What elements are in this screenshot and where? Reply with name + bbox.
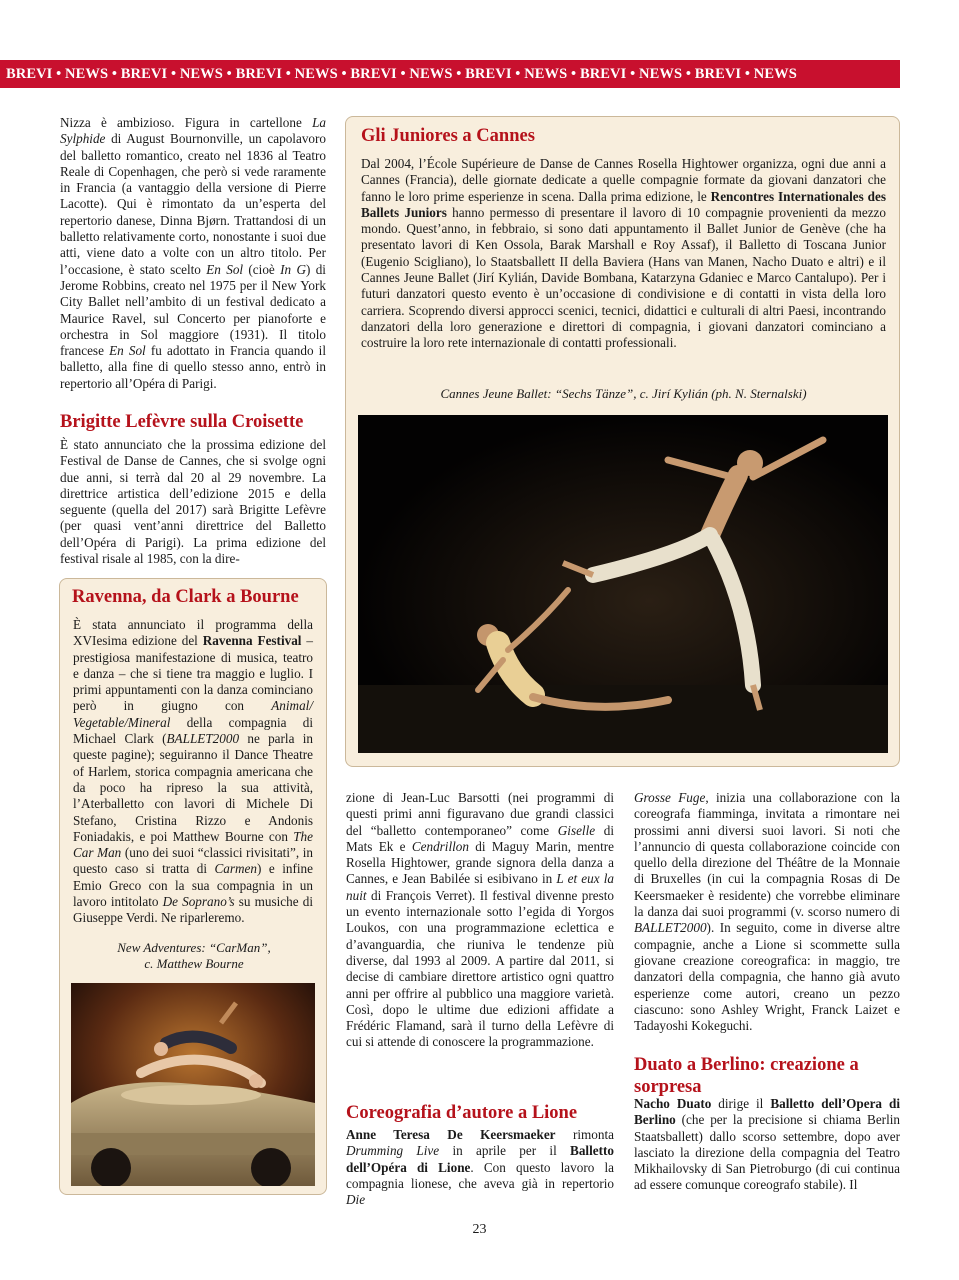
paragraph: Dal 2004, l’École Supérieure de Danse de Cannes Rosella Hightower organizza, ogni due anni a Cannes (Francia), delle giornate dedicate a quelle compagnie formate da giovani danzatori che fanno le loro prime esperienze in scena. Dalla prima edizione, le Rencontres Internationales des Ballets Juniors hanno permesso di presentare il lavoro di 10 compagnie provenienti da mezzo mondo. Quest’anno, in febbraio, si sono dati appuntamento il Ballet Junior de Genève (che ha presentato lavori di Ken Ossola, Barak Marshall e Roy Assaf), il Balletto di Toscana Junior (Eugenio Scigliano), lo Staatsballett II della Baviera (Hans van Manen, Nacho Duato e altri) e il Cannes Jeune Ballet (Jirí Kylián, Davide Bombana, Katarzyna Gdaniec e Marco Cantalupo). Per i futuri danzatori questo evento è un’occasione di condivisione e di contatti in vista della loro carriera. Scoprendo diversi approcci scenici, tecnici, didattici e culturali di altri Paesi, incontrando danzatori della loro generazione e direttori di compagnia, i giovani danzatori cominciano a costruire la loro rete internazionale di contatti professionali. bbox=[361, 156, 886, 351]
italic-text: Animal/ Vegetable/Mineral bbox=[73, 698, 313, 730]
sechs-tanze-photo-illustration bbox=[358, 415, 888, 753]
ravenna-caption-line1: New Adventures: “CarMan”, bbox=[117, 940, 271, 955]
ravenna-caption bbox=[70, 940, 318, 972]
italic-text: En Sol bbox=[109, 343, 146, 359]
duato-body bbox=[634, 1096, 900, 1194]
bold-text: Rencontres Internationales des Ballets Juniors bbox=[361, 188, 886, 220]
italic-text: En Sol bbox=[206, 261, 244, 277]
paragraph: Grosse Fuge, inizia una collaborazione con la coreografa fiamminga, invitata a rimontare nei prossimi anni diversi suoi lavori. Si noti che l’annuncio di questa collaborazione coincide con quello della direzione del Théâtre de la Monnaie di Bruxelles (in cui la compagnia Rosas di De Keersmaeker è residente) che vorrebbe eliminare la danza dai suoi programmi (v. scorso numero di BALLET2000). In seguito, come in diverse altre compagnie, anche a Lione si scommette sulla giovane creazione coreografica: in maggio, tre danzatori della compagnia, che hanno già avuto esperienze come autori, creano un pezzo ciascuno: sono Ashley Wright, Franck Laizet e Tadayoshi Kokeguchi. bbox=[634, 790, 900, 1034]
italic-text: Carmen bbox=[214, 861, 257, 877]
italic-text: Die bbox=[346, 1192, 366, 1208]
juniores-body bbox=[361, 156, 886, 352]
ravenna-body bbox=[73, 617, 313, 927]
paragraph: zione di Jean-Luc Barsotti (nei programmi di questi primi anni figuravano due grandi classici del “balletto contemporaneo” come Giselle di Mats Ek e Cendrillon di Maguy Marin, mentre Rosella Hightower, grande signora della danza a Cannes, e Jean Babilée si esibivano in L et eux la nuit di François Verret). Il festival divenne presto un evento internazionale sotto l’egida di Yorgos Loukos, con una programmazione eclettica e d’avanguardia, che riuniva le tendenze più diverse, dal 1993 al 2009. A partire dal 2011, si decise di cambiare direttore artistico ogni quattro anni per offrire al pubblico una maggiore varietà. Così, dopo le ultime due edizioni affidate a Frédéric Flamand, sarà il turno della Lefèvre di cui si attende di conoscere la programmazione. bbox=[346, 790, 614, 1050]
juniores-box bbox=[345, 116, 900, 767]
ravenna-title: Ravenna, da Clark a Bourne bbox=[72, 587, 299, 607]
ravenna-caption-line2: c. Matthew Bourne bbox=[144, 956, 244, 971]
italic-text: La Sylphide bbox=[60, 115, 326, 147]
paragraph: Nizza è ambizioso. Figura in cartellone La Sylphide di August Bournonville, un capolavoro del balletto romantico, creato nel 1836 al Teatro Reale di Copenhagen, che però si vede raramente in Francia (a vantaggio della versione di Pierre Lacotte). Qui è rimontato da un’esperta del repertorio danese, Dinna Bjørn. Trattandosi di un balletto relativamente corto, nonostante i suoi due atti, viene dato a volte con un altro titolo. Per l’occasione, è stato scelto En Sol (cioè In G) di Jerome Robbins, creato nel 1975 per il New York City Ballet nell’ambito di un festival dedicato a Maurice Ravel, sul Concerto per pianoforte e orchestra in Sol maggiore (1931). Il titolo francese En Sol fu adottato in Francia quando il balletto, alla fine di quello stesso anno, entrò in repertorio all’Opéra di Parigi. bbox=[60, 115, 327, 391]
bold-text: Nacho Duato bbox=[634, 1096, 712, 1111]
juniores-caption: Cannes Jeune Ballet: “Sechs Tänze”, c. Jirí Kylián (ph. N. Sternalski) bbox=[440, 386, 807, 401]
bold-text: Ravenna Festival bbox=[202, 633, 302, 649]
lefevre-title: Brigitte Lefèvre sulla Croisette bbox=[60, 412, 304, 432]
paragraph: Nacho Duato dirige il Balletto dell’Opera di Berlino (che per la precisione si chiama Berlin Staatsballett) dallo scorso settembre, dopo aver lasciato la direzione della compagnia del Teatro Mikhailovsky di San Pietroburgo (di cui continua ad essere comunque coreografo stabile). Il bbox=[634, 1096, 900, 1193]
bold-text: Balletto dell’Opera di Berlino bbox=[634, 1096, 900, 1128]
juniores-title: Gli Juniores a Cannes bbox=[361, 126, 535, 146]
lefevre-continued bbox=[346, 790, 614, 1051]
sechs-tanze-photo bbox=[358, 415, 888, 753]
bold-text: Balletto dell’Opéra di Lione bbox=[346, 1143, 614, 1175]
italic-text: Grosse Fuge bbox=[634, 790, 706, 805]
italic-text: The Car Man bbox=[73, 828, 313, 861]
paragraph: È stato annunciato che la prossima edizione del Festival de Danse de Cannes, che si svolge ogni due anni, si terrà dal 20 al 29 novembre. La direttrice artistica dell’edizione 2015 e della seguente (quella del 2017) sarà Brigitte Lefèvre (per quasi vent’anni direttrice del Balletto dell’Opéra di Parigi). La prima edizione del festival risale al 1985, con la dire- bbox=[60, 437, 326, 567]
italic-text: Drumming Live bbox=[346, 1143, 440, 1159]
italic-text: De Soprano’s bbox=[162, 894, 235, 910]
news-banner: BREVI • NEWS • BREVI • NEWS • BREVI • NEWS • BREVI • NEWS • BREVI • NEWS • BREVI • NEWS • BREVI • NEWS bbox=[0, 60, 900, 88]
italic-text: BALLET2000 bbox=[634, 920, 707, 936]
duato-title: Duato a Berlino: creazione a sorpresa bbox=[634, 1055, 859, 1097]
ravenna-box bbox=[59, 578, 327, 1195]
paragraph: È stata annunciato il programma della XVIesima edizione del Ravenna Festival – prestigiosa manifestazione di musica, teatro e danza – che si tiene tra maggio e luglio. I primi appuntamenti con la danza cominciano però in giugno con Animal/ Vegetable/Mineral della compagnia di Michael Clark (BALLET2000 ne parla in queste pagine); seguiranno il Dance Theatre of Harlem, storica compagnia americana che da poco ha ripreso la sua attività, l’Aterballetto con lavori di Michele Di Stefano, Cristina Rizzo e Andonis Foniadakis, e poi Matthew Bourne con The Car Man (uno dei suoi “classici rivisitati”, in questo caso si tratta di Carmen) e infine Emio Greco con la sua compagnia in un lavoro intitolato De Soprano’s su musiche di Giuseppe Verdi. Ne riparleremo. bbox=[73, 617, 313, 926]
lefevre-body bbox=[60, 437, 326, 567]
bold-text: Anne Teresa De Keersmaeker bbox=[346, 1127, 556, 1142]
carman-photo-illustration bbox=[71, 983, 315, 1186]
paragraph: Anne Teresa De Keersmaeker rimonta Drumming Live in aprile per il Balletto dell’Opéra di Lione. Con questo lavoro la compagnia lionese, che aveva già in repertorio Die bbox=[346, 1127, 614, 1208]
italic-text: L et eux la nuit bbox=[346, 871, 614, 903]
italic-text: Cendrillon bbox=[411, 838, 469, 854]
italic-text: Giselle bbox=[557, 822, 596, 838]
col1-intro-text bbox=[60, 115, 326, 392]
lione-body bbox=[346, 1127, 614, 1208]
lione-continued bbox=[634, 790, 900, 1034]
italic-text: In G bbox=[280, 261, 306, 277]
lione-title: Coreografia d’autore a Lione bbox=[346, 1103, 578, 1123]
italic-text: BALLET2000 bbox=[166, 731, 240, 747]
carman-photo bbox=[71, 983, 315, 1186]
page-number: 23 bbox=[472, 1222, 487, 1237]
